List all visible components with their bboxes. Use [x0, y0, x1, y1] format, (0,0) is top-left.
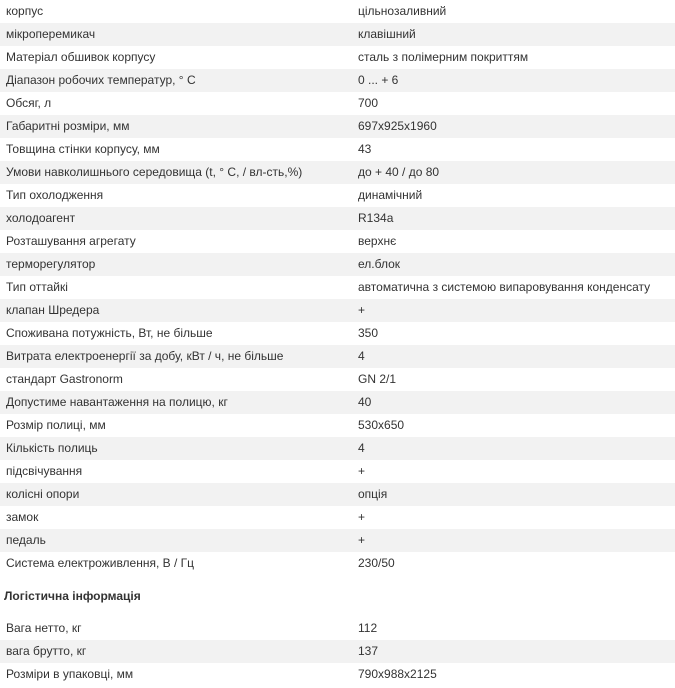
- spec-value: 43: [358, 142, 372, 156]
- spec-value: +: [358, 464, 366, 478]
- spec-label: клапан Шредера: [0, 299, 352, 322]
- spec-label: Розташування агрегату: [6, 234, 136, 248]
- spec-value: +: [358, 510, 366, 524]
- spec-label: педаль: [0, 529, 352, 552]
- table-row: [0, 92, 675, 115]
- logistics-body: [0, 617, 675, 686]
- table-row: [0, 161, 675, 184]
- spec-value: клавішний: [352, 23, 675, 46]
- spec-label: холодоагент: [0, 207, 352, 230]
- spec-value: ел.блок: [352, 253, 675, 276]
- spec-value: 112: [358, 621, 378, 635]
- spec-label: Габаритні розміри, мм: [0, 115, 352, 138]
- table-row: [0, 552, 675, 575]
- table-row: [0, 322, 675, 345]
- spec-value: GN 2/1: [358, 372, 397, 386]
- table-row: [0, 437, 675, 460]
- spec-value: динамічний: [358, 188, 423, 202]
- table-row: [0, 483, 675, 506]
- spec-label: вага брутто, кг: [0, 640, 352, 663]
- spec-label: Вага нетто, кг: [6, 621, 82, 635]
- spec-value: 530x650: [358, 418, 405, 432]
- table-row: [0, 0, 675, 23]
- spec-value: 790x988x2125: [358, 667, 437, 681]
- spec-label: Розміри в упаковці, мм: [6, 667, 134, 681]
- table-row: [0, 663, 675, 686]
- table-row: [0, 23, 675, 46]
- spec-label: Матеріал обшивок корпусу: [6, 50, 156, 64]
- spec-value: 700: [358, 96, 379, 110]
- spec-label: Система електроживлення, В / Гц: [6, 556, 195, 570]
- spec-value: 137: [352, 640, 675, 663]
- spec-value: верхнє: [358, 234, 397, 248]
- spec-value: +: [352, 299, 675, 322]
- spec-label: Кількість полиць: [0, 437, 352, 460]
- table-row: [0, 230, 675, 253]
- spec-value: 40: [352, 391, 675, 414]
- table-row: [0, 253, 675, 276]
- spec-label: корпус: [6, 4, 44, 18]
- spec-label: мікроперемикач: [0, 23, 352, 46]
- table-row: [0, 506, 675, 529]
- table-row: [0, 640, 675, 663]
- table-row: [0, 46, 675, 69]
- spec-label: Споживана потужність, Вт, не більше: [6, 326, 213, 340]
- spec-label: колісні опори: [0, 483, 352, 506]
- table-row: [0, 207, 675, 230]
- table-row: [0, 299, 675, 322]
- spec-label: Умови навколишнього середовища (t, ° С, / вл-сть,%): [0, 161, 352, 184]
- spec-value: +: [352, 529, 675, 552]
- table-row: [0, 115, 675, 138]
- spec-value: 4: [352, 345, 675, 368]
- spec-label: терморегулятор: [0, 253, 352, 276]
- spec-label: Витрата електроенергії за добу, кВт / ч, не більше: [0, 345, 352, 368]
- table-row: [0, 69, 675, 92]
- logistics-section-title: Логістична інформація: [4, 589, 141, 603]
- spec-value: до + 40 / до 80: [352, 161, 675, 184]
- spec-label: Товщина стінки корпусу, мм: [6, 142, 160, 156]
- spec-label: Діапазон робочих температур, ° С: [0, 69, 352, 92]
- spec-label: підсвічування: [6, 464, 83, 478]
- table-row: [0, 414, 675, 437]
- spec-value: сталь з полімерним покриттям: [358, 50, 529, 64]
- table-row: [0, 184, 675, 207]
- spec-label: Допустиме навантаження на полицю, кг: [0, 391, 352, 414]
- spec-value: 0 ... + 6: [352, 69, 675, 92]
- table-row: [0, 391, 675, 414]
- spec-label: стандарт Gastronorm: [6, 372, 123, 386]
- spec-label: Розмір полиці, мм: [6, 418, 106, 432]
- spec-label: Тип охолодження: [6, 188, 104, 202]
- logistics-table: [0, 617, 675, 686]
- table-row: [0, 138, 675, 161]
- table-row: [0, 345, 675, 368]
- spec-value: цільнозаливний: [358, 4, 447, 18]
- spec-label: Обсяг, л: [6, 96, 52, 110]
- table-row: [0, 617, 675, 640]
- spec-value: автоматична з системою випаровування конденсату: [358, 280, 651, 294]
- spec-value: R134a: [352, 207, 675, 230]
- spec-label: замок: [6, 510, 39, 524]
- spec-label: Тип оттайкі: [6, 280, 68, 294]
- table-row: [0, 276, 675, 299]
- spec-value: 697x925x1960: [352, 115, 675, 138]
- spec-value: опція: [352, 483, 675, 506]
- table-row: [0, 529, 675, 552]
- spec-value: 350: [358, 326, 379, 340]
- table-row: [0, 460, 675, 483]
- table-row: [0, 368, 675, 391]
- spec-value: 4: [352, 437, 675, 460]
- spec-value: 230/50: [358, 556, 395, 570]
